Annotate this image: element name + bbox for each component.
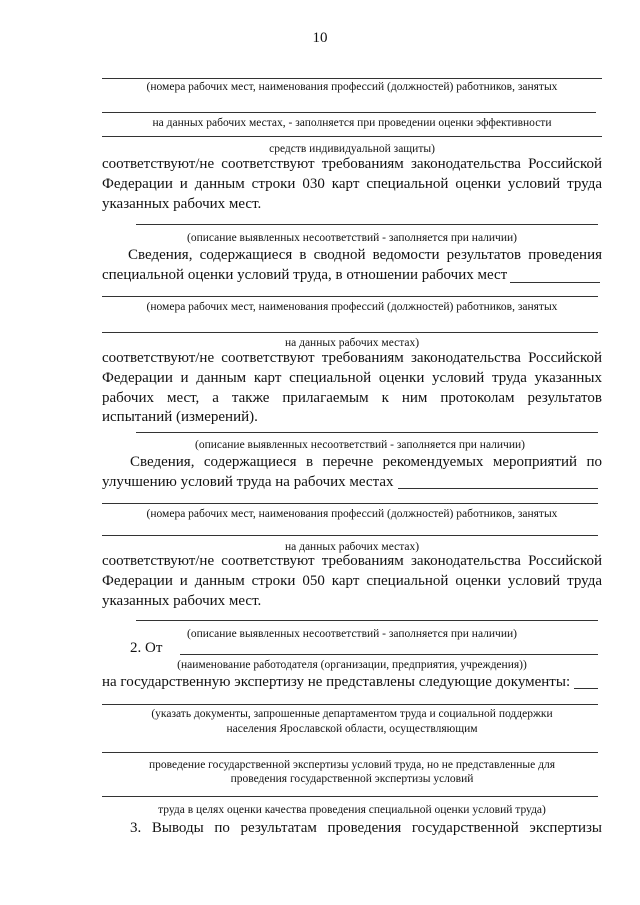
caption-documents-3: проведение государственной экспертизы условий труда, но не представленные для [148, 759, 556, 771]
fill-line [102, 503, 598, 504]
caption-discrepancies-1: (описание выявленных несоответствий - заполняется при наличии) [187, 232, 517, 244]
fill-line [102, 296, 598, 297]
para-documents-line1: на государственную экспертизу не представлены следующие документы: [102, 674, 571, 690]
para-summary-line2: специальной оценки условий труда, в отношении рабочих мест [102, 267, 508, 283]
fill-line [136, 620, 598, 621]
para-compliance-2-line1: соответствуют/не соответствуют требованиям законодательства Российской [102, 350, 602, 366]
fill-line [102, 332, 598, 333]
item-3-conclusions: 3. Выводы по результатам проведения государственной экспертизы [130, 820, 602, 836]
fill-line [102, 752, 598, 753]
fill-line [136, 224, 598, 225]
fill-line [510, 282, 600, 283]
caption-documents-1: (указать документы, запрошенные департаментом труда и социальной поддержки [151, 708, 553, 720]
caption-workplaces-3: (номера рабочих мест, наименования профессий (должностей) работников, занятых [146, 508, 558, 520]
fill-line [398, 488, 598, 489]
fill-line [102, 136, 602, 137]
caption-ppe: средств индивидуальной защиты) [269, 143, 435, 155]
para-compliance-1-line2: Федерации и данным строки 030 карт специальной оценки условий труда [102, 176, 602, 192]
caption-documents-4: проведения государственной экспертизы условий [230, 773, 474, 785]
para-compliance-1-line1: соответствуют/не соответствуют требованиям законодательства Российской [102, 156, 602, 172]
para-compliance-2-line3: рабочих мест, а также прилагаемым к ним протоколам результатов [102, 390, 602, 406]
para-compliance-2-line4: испытаний (измерений). [102, 409, 258, 425]
para-compliance-3-line3: указанных рабочих мест. [102, 593, 262, 609]
caption-discrepancies-3: (описание выявленных несоответствий - заполняется при наличии) [187, 628, 517, 640]
fill-line [136, 432, 598, 433]
para-summary-line1: Сведения, содержащиеся в сводной ведомости результатов проведения [128, 247, 602, 263]
caption-discrepancies-2: (описание выявленных несоответствий - заполняется при наличии) [195, 439, 525, 451]
para-compliance-3-line1: соответствуют/не соответствуют требованиям законодательства Российской [102, 553, 602, 569]
fill-line [102, 796, 598, 797]
para-compliance-3-line2: Федерации и данным строки 050 карт специальной оценки условий труда [102, 573, 602, 589]
fill-line [102, 112, 596, 113]
fill-line [102, 78, 602, 79]
item-2-label: 2. От [130, 640, 163, 656]
caption-documents-5: труда в целях оценки качества проведения специальной оценки условий труда) [158, 804, 546, 816]
page-number: 10 [312, 30, 328, 46]
para-measures-line2: улучшению условий труда на рабочих местах [102, 474, 394, 490]
caption-documents-2: населения Ярославской области, осуществляющим [226, 723, 478, 735]
caption-workplaces-3-cont: на данных рабочих местах) [284, 541, 420, 553]
fill-line [102, 535, 598, 536]
caption-workplaces: (номера рабочих мест, наименования профессий (должностей) работников, занятых [146, 81, 558, 93]
caption-workplaces-2-cont: на данных рабочих местах) [284, 337, 420, 349]
caption-workplaces-cont: на данных рабочих местах, - заполняется при проведении оценки эффективности [152, 117, 552, 129]
fill-line [180, 654, 598, 655]
para-compliance-1-line3: указанных рабочих мест. [102, 196, 262, 212]
para-measures-line1: Сведения, содержащиеся в перечне рекомендуемых мероприятий по [130, 454, 602, 470]
fill-line [102, 704, 598, 705]
fill-line [574, 688, 598, 689]
caption-workplaces-2: (номера рабочих мест, наименования профессий (должностей) работников, занятых [146, 301, 558, 313]
caption-employer: (наименование работодателя (организации, предприятия, учреждения)) [177, 659, 527, 671]
para-compliance-2-line2: Федерации и данным карт специальной оценки условий труда указанных [102, 370, 602, 386]
